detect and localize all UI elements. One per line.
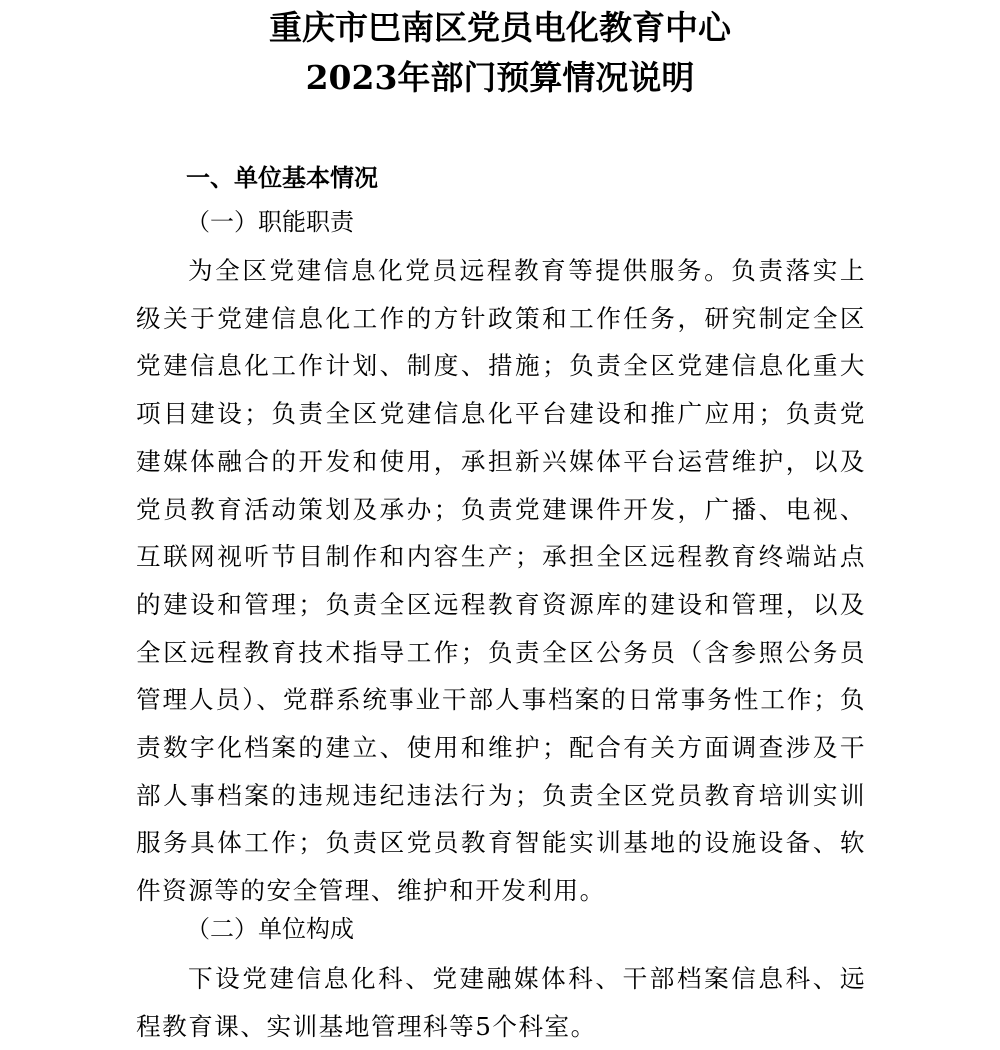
composition-paragraph: 下设党建信息化科、党建融媒体科、干部档案信息科、远程教育课、实训基地管理科等5个科室。	[136, 964, 866, 1041]
subsection-heading-duties: （一）职能职责	[186, 208, 354, 236]
document-title-line1: 重庆市巴南区党员电化教育中心	[269, 8, 731, 47]
document-title-line2: 2023年部门预算情况说明	[305, 58, 695, 97]
section-heading-basic-info: 一、单位基本情况	[186, 163, 378, 192]
duties-paragraph: 为全区党建信息化党员远程教育等提供服务。负责落实上级关于党建信息化工作的方针政策和工作任务，研究制定全区党建信息化工作计划、制度、措施；负责全区党建信息化重大项目建设；负责全区党建信息化平台建设和推广应用；负责党建媒体融合的开发和使用，承担新兴媒体平台运营维护，以及党员教育活动策划及承办；负责党建课件开发，广播、电视、互联网视听节目制作和内容生产；承担全区远程教育终端站点的建设和管理；负责全区远程教育资源库的建设和管理，以及全区远程教育技术指导工作；负责全区公务员（含参照公务员管理人员）、党群系统事业干部人事档案的日常事务性工作；负责数字化档案的建立、使用和维护；配合有关方面调查涉及干部人事档案的违规违纪违法行为；负责全区党员教育培训实训服务具体工作；负责区党员教育智能实训基地的设施设备、软件资源等的安全管理、维护和开发利用。	[136, 256, 866, 906]
subsection-heading-composition: （二）单位构成	[186, 915, 354, 943]
